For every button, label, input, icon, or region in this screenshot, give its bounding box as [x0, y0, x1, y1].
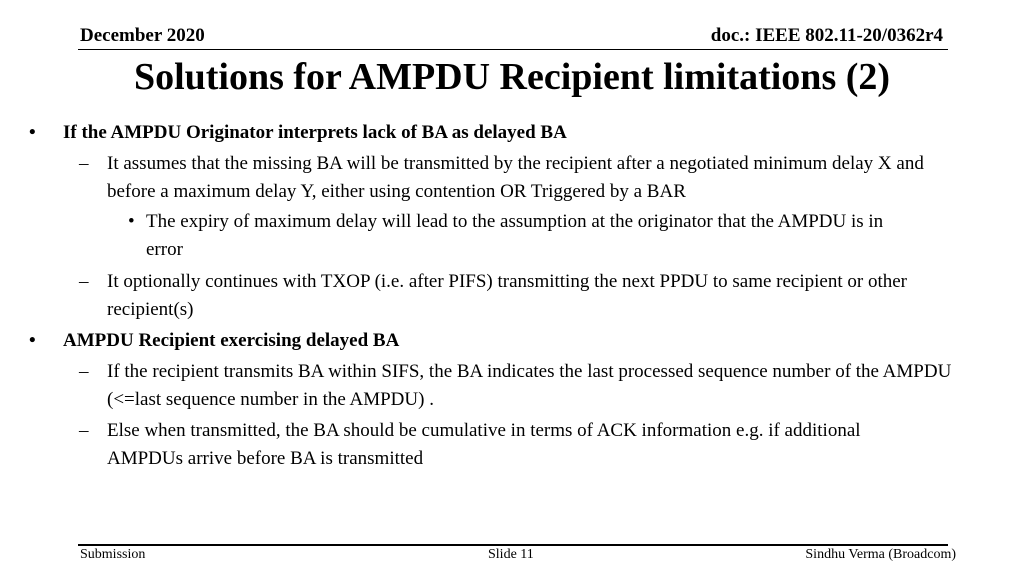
- footer-submission: Submission: [80, 547, 146, 562]
- sub-item-text: It assumes that the missing BA will be transmitted by the recipient after a negotiated minimum delay X and before a maximum delay Y, either using contention OR Triggered by a BAR: [107, 153, 924, 202]
- sub-sub-item-1: [128, 208, 916, 264]
- bullet-marker: •: [128, 211, 135, 232]
- slide-title: Solutions for AMPDU Recipient limitations (2): [133, 56, 891, 98]
- bullet-item-text: If the AMPDU Originator interprets lack of BA as delayed BA: [63, 122, 567, 143]
- footer-slide-number: Slide 11: [488, 547, 534, 562]
- footer-author: Sindhu Verma (Broadcom): [805, 547, 956, 562]
- bullet-item-1: [29, 119, 943, 147]
- sub-item-1: [79, 150, 977, 206]
- sub-sub-item-text: The expiry of maximum delay will lead to the assumption at the originator that the AMPDU is in error: [146, 211, 884, 260]
- bullet-marker: •: [29, 122, 36, 143]
- dash-marker: –: [79, 361, 89, 382]
- bullet-item-2: [29, 327, 943, 355]
- sub-item-text: If the recipient transmits BA within SIFS, the BA indicates the last processed sequence number of the AMPDU (<=last sequence number in the AMPDU) .: [107, 361, 952, 410]
- sub-item-4: [79, 417, 937, 473]
- sub-item-2: [79, 268, 922, 324]
- dash-marker: –: [79, 271, 89, 292]
- sub-item-3: [79, 358, 992, 414]
- sub-item-text: Else when transmitted, the BA should be cumulative in terms of ACK information e.g. if additional AMPDUs arrive before BA is transmitted: [107, 420, 861, 469]
- footer-divider: [78, 544, 948, 546]
- sub-item-text: It optionally continues with TXOP (i.e. after PIFS) transmitting the next PPDU to same recipient or other recipient(s): [107, 271, 907, 320]
- header-date: December 2020: [80, 25, 205, 46]
- header-divider: [78, 49, 948, 50]
- bullet-item-text: AMPDU Recipient exercising delayed BA: [63, 330, 400, 351]
- header-doc-id: doc.: IEEE 802.11-20/0362r4: [710, 25, 943, 46]
- dash-marker: –: [79, 420, 89, 441]
- dash-marker: –: [79, 153, 89, 174]
- bullet-marker: •: [29, 330, 36, 351]
